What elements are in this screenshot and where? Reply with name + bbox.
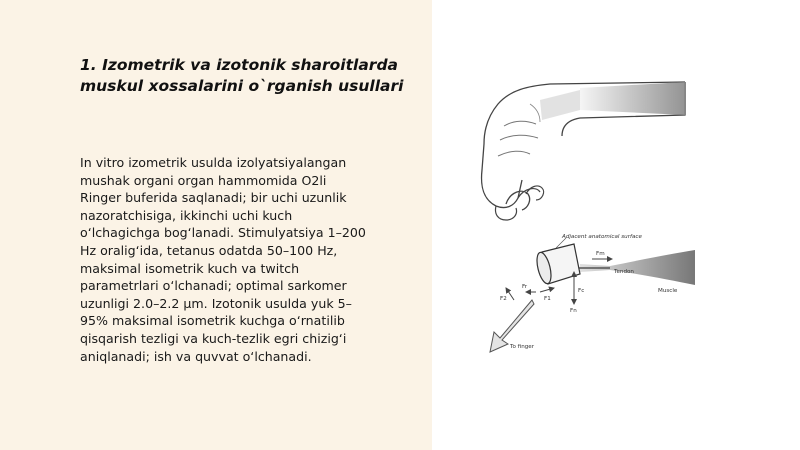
diagram-svg [470, 60, 720, 360]
body-line: Hz oralig‘ida, tetanus odatda 50–100 Hz, [80, 242, 338, 258]
label-f1: F1 [544, 296, 551, 302]
hand-tendon-diagram [470, 60, 720, 360]
body-line: aniqlanadi; ish va quvvat o‘lchanadi. [80, 348, 312, 364]
slide-title [80, 55, 425, 97]
body-line: Ringer buferida saqlanadi; bir uchi uzunlik [80, 190, 347, 206]
slide-body-text [80, 154, 425, 365]
label-f2: F2 [500, 296, 507, 302]
label-fn: Fn [570, 308, 577, 314]
body-line: In vitro izometrik usulda izolyatsiyalangan [80, 155, 347, 170]
slide-title-line-1: 1. Izometrik va izotonik sharoitlarda [80, 56, 398, 74]
body-line: uzunligi 2.0–2.2 μm. Izotonik usulda yuk 5– [80, 295, 352, 311]
label-adjacent-surface: Adjacent anatomical surface [562, 234, 642, 240]
body-line: qisqarish tezligi va kuch-tezlik egri chizig‘i [80, 330, 347, 346]
hand-illustration [482, 82, 685, 220]
slide-title-line-2: muskul xossalarini o`rganish usullari [80, 77, 404, 95]
body-line: nazoratchisiga, ikkinchi uchi kuch [80, 207, 293, 223]
label-fm: Fm [596, 251, 605, 257]
body-line: 95% maksimal isometrik kuchga o‘rnatilib [80, 313, 345, 329]
body-line: maksimal isometrik kuch va twitch [80, 260, 300, 276]
body-line: o‘lchagichga bog‘lanadi. Stimulyatsiya 1–200 [80, 225, 366, 241]
label-fc: Fc [578, 288, 585, 294]
tendon-mechanics-diagram [490, 238, 695, 352]
body-line: mushak organi organ hammomida O2li [80, 172, 327, 188]
label-fr: Fr [522, 284, 528, 290]
label-tendon: Tendon [614, 269, 634, 275]
label-to-finger: To finger [510, 344, 535, 350]
body-line: parametrlari o‘lchanadi; optimal sarkomer [80, 278, 347, 294]
label-muscle: Muscle [658, 288, 678, 294]
